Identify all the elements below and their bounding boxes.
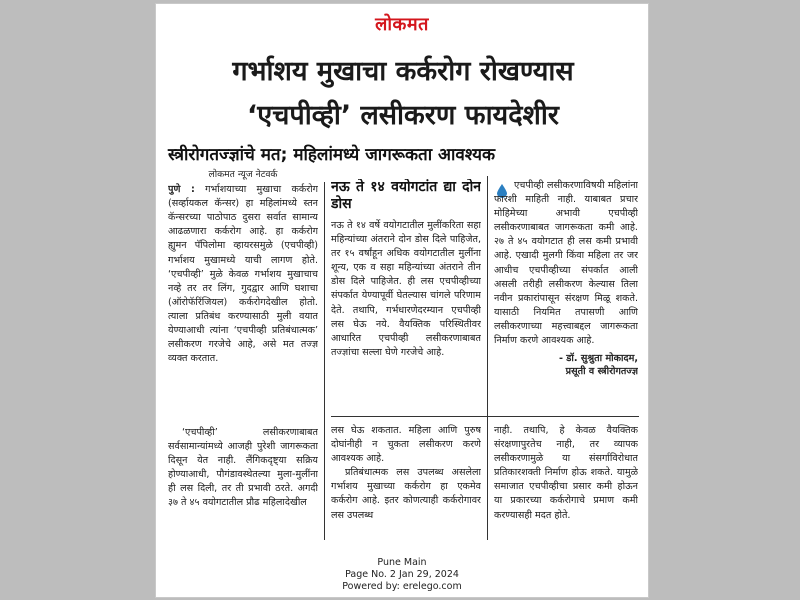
column-1 [168, 168, 318, 430]
headline-line-1: गर्भाशय मुखाचा कर्करोग रोखण्यास [232, 56, 574, 87]
column-2-box [331, 179, 481, 415]
column-2-continued [331, 424, 481, 538]
column-1-continued [168, 426, 318, 538]
headline-line-2: ‘एचपीव्ही’ लसीकरण फायदेशीर [247, 100, 559, 131]
article-paragraph: लस घेऊ शकतात. महिला आणि पुरुष दोघांनीही न चुकता लसीकरण करणे आवश्यक आहे. [331, 425, 481, 465]
quote-author-title: प्रसूती व स्त्रीरोगतज्ज्ञ [565, 366, 638, 378]
section-divider [331, 416, 639, 417]
article-paragraph: प्रतिबंधात्मक लस उपलब्ध असलेला गर्भाशय मुखाच्या कर्करोग हा एकमेव कर्करोग आहे. इतर कोणत्याही कर्करोगावर लस उपलब्ध [331, 467, 481, 521]
masthead-logo: लोकमत [375, 14, 429, 35]
quote-paragraph: एचपीव्ही लसीकरणाविषयी महिलांना फारशी माहिती नाही. याबाबत प्रचार मोहिमेच्या अभावी एचपीव्ही लसीकरणाबाबत जागरूकता कमी आहे. २७ ते ४५ वयोगटात ही लस कमी प्रभावी आहे. एखादी मुलगी किंवा महिला तर जर आधीच एचपीव्हीच्या संपर्कात आली असली तरीही लसीकरण केल्यास तिला नवीन प्रकारांपासून संरक्षण मिळू शकते. यासाठी नियमित तपासणी आणि लसीकरणाच्या महत्त्वाबद्दल जागरूकता निर्माण करणे आवश्यक आहे. [494, 180, 638, 347]
footer-edition: Pune Main [377, 557, 427, 568]
column-3-quote [494, 179, 638, 415]
footer-page-date: Page No. 2 Jan 29, 2024 [345, 569, 459, 580]
article-paragraph: नाही. तथापि, हे केवळ वैयक्तिक संरक्षणापुरतेच नाही, तर व्यापक लसीकरणामुळे या संसर्गाविरोधात प्रतिकारशक्ती निर्माण होऊ शकते. यामुळे समाजात एचपीव्हीचा प्रसार कमी होऊन या प्रकारच्या कर्करोगाचे प्रमाण कमी करण्यासही मदत होते. [494, 425, 638, 521]
column-divider [487, 176, 488, 540]
footer-powered-by: Powered by: erelego.com [342, 581, 462, 592]
article-paragraph: ‘एचपीव्ही’ लसीकरणाबाबत सर्वसामान्यांमध्ये आजही पुरेशी जागरूकता दिसून येत नाही. लैंगिकदृष्ट्या सक्रिय होण्याआधी, पौगंडावस्थेतल्या मुला-मुलींना ही लस दिली, तर ती प्रभावी ठरते. अगदी ३७ ते ४५ वयोगटातील प्रौढ महिलादेखील [168, 427, 318, 509]
column-divider [324, 182, 325, 540]
quote-author-name: - डॉ. सुश्रुता मोकादम, [558, 353, 638, 365]
dateline: पुणे : [168, 184, 195, 196]
box-paragraph: नऊ ते १४ वर्षे वयोगटातील मुलींकरिता सहा महिन्यांच्या अंतराने दोन डोस दिले पाहिजेत, तर १५ वर्षांहून अधिक वयोगटातील मुलींना शून्य, एक व सहा महिन्यांच्या अंतराने तीन डोस दिले पाहिजेत. ही लस एचपीव्हीच्या संपर्कात येण्यापूर्वी घेतल्यास चांगले परिणाम देते. तथापि, गर्भधारणेदरम्यान एचपीव्ही लस घेऊ नये. वैयक्तिक परिस्थितीवर आधारित एचपीव्ही लसीकरणाबाबत तज्ज्ञांचा सल्ला घेणे गरजेचे आहे. [331, 220, 481, 358]
subheadline: स्त्रीरोगतज्ज्ञांचे मत; महिलांमध्ये जागरूकता आवश्यक [168, 145, 496, 165]
column-3-continued [494, 424, 638, 538]
article-paragraph: गर्भाशयाच्या मुखाचा कर्करोग (सर्व्हायकल कॅन्सर) हा महिलांमध्ये स्तन कॅन्सरच्या पाठोपाठ दुसरा सर्वात सामान्य आढळणारा कर्करोग आहे. हा कर्करोग ह्युमन पॅपिलोमा व्हायरसमुळे (एचपीव्ही) गर्भाशय मुखामध्ये याची लागण होते. ‘एचपीव्ही’ मुळे केवळ गर्भाशय मुखाचाच नव्हे तर तर लिंग, गुदद्वार आणि घशाचा (ऑरोफॅरिंजियल) कर्करोगदेखील होतो. त्याला प्रतिबंध करण्यासाठी मुली वयात येण्याआधी त्यांना ‘एचपीव्ही प्रतिबंधात्मक’ लसीकरण गरजेचे आहे, असे मत तज्ज्ञ व्यक्त करतात. [168, 184, 318, 365]
box-heading: नऊ ते १४ वयोगटांत द्या दोन डोस [331, 179, 481, 212]
byline: लोकमत न्यूज नेटवर्क [208, 169, 278, 180]
newspaper-clipping [155, 3, 649, 598]
